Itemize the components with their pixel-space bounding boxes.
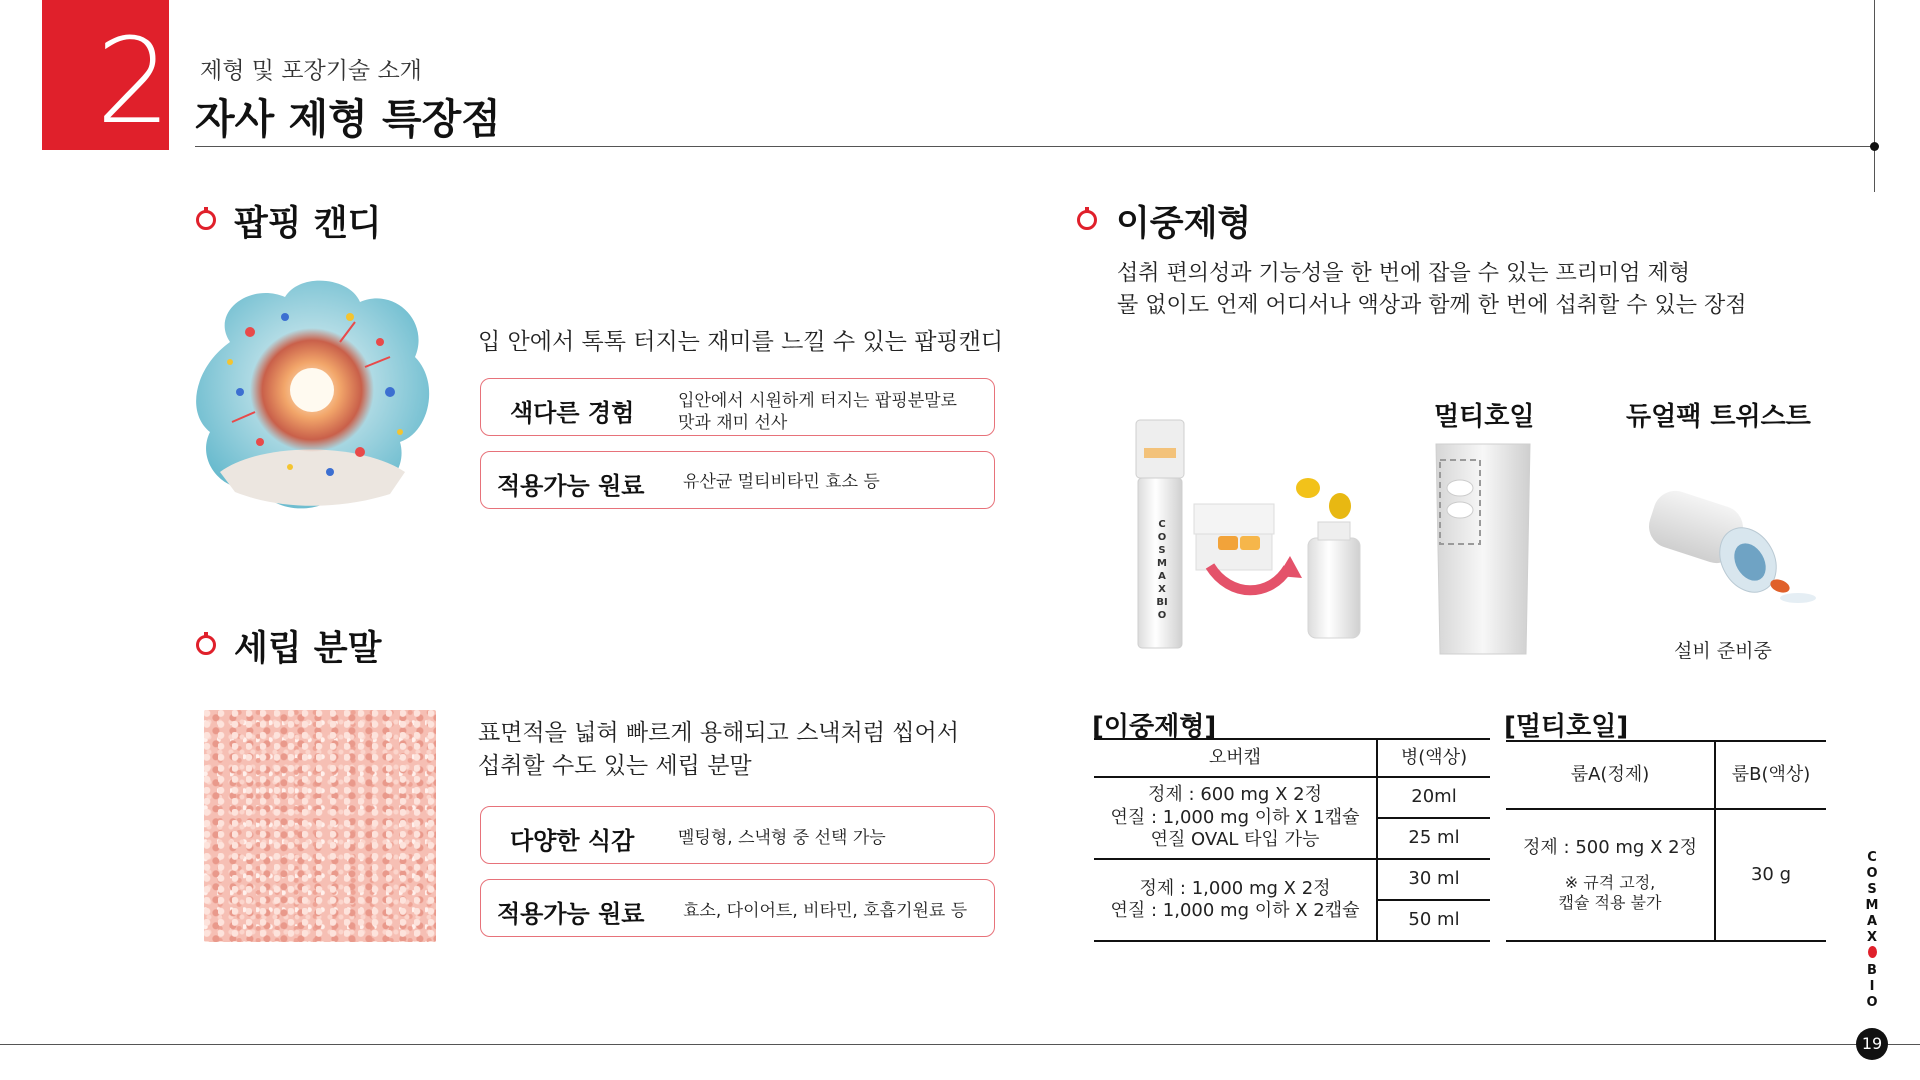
brand-letter: X — [1866, 930, 1878, 945]
dual-bullet-icon — [1077, 210, 1097, 230]
granule-powder-bullet-icon — [196, 635, 216, 655]
brand-letter: O — [1866, 995, 1878, 1010]
table-dual-cell-vol3: 30 ml — [1377, 859, 1490, 900]
brand-vertical — [1864, 850, 1880, 1011]
table-multi-cell-room-b: 30 g — [1715, 809, 1826, 941]
granule-powder-image — [204, 710, 436, 942]
popping-candy-image — [190, 272, 434, 512]
brand-dot-icon — [1864, 946, 1880, 963]
dual-pack-twist-image — [1640, 488, 1820, 618]
popping-candy-row-experience — [480, 378, 995, 436]
header-divider — [195, 146, 1875, 147]
page-title: 자사 제형 특장점 — [195, 95, 501, 143]
corner-dot — [1870, 142, 1879, 151]
table-dual-cell-group2 — [1094, 859, 1377, 941]
cell-line1: 정제 : 600 mg X 2정 — [1148, 784, 1322, 806]
twist-note: 설비 준비중 — [1674, 640, 1772, 662]
table-dual-cell-vol1: 20ml — [1377, 777, 1490, 818]
brand-letter: C — [1867, 850, 1877, 865]
dual-description — [1117, 258, 1746, 322]
table-dual-caption: [이중제형] — [1092, 712, 1217, 742]
cell-line1: 정제 : 500 mg X 2정 — [1523, 836, 1697, 858]
brand-letter: I — [1869, 979, 1875, 994]
page-number: 19 — [1856, 1028, 1888, 1060]
row-value: 멜팅형, 스낵형 중 선택 가능 — [678, 828, 886, 848]
brand-letter: M — [1865, 898, 1879, 913]
cell-line2: ※ 규격 고정, — [1564, 873, 1656, 893]
bottle-brand-text: COSMAX BIO — [1156, 519, 1168, 621]
brand-letter: S — [1867, 882, 1877, 897]
brand-letter: B — [1867, 963, 1877, 978]
multi-foil-image — [1430, 440, 1540, 662]
row-label: 적용가능 원료 — [497, 472, 645, 500]
description-line2: 물 없이도 언제 어디서나 액상과 함께 한 번에 섭취할 수 있는 장점 — [1117, 292, 1747, 318]
row-value: 유산균 멀티비타민 효소 등 — [683, 472, 880, 492]
description-line1: 표면적을 넓혀 빠르게 용해되고 스낵처럼 씹어서 — [478, 720, 959, 746]
cell-line2: 연질 : 1,000 mg 이하 X 1캡슐 — [1110, 806, 1360, 828]
brand-letter: A — [1866, 914, 1878, 929]
dual-heading: 이중제형 — [1116, 204, 1252, 244]
footer-divider — [0, 1044, 1920, 1045]
table-dual — [1094, 738, 1490, 942]
cell-line2: 연질 : 1,000 mg 이하 X 2캡슐 — [1110, 900, 1360, 921]
popping-candy-row-ingredients — [480, 451, 995, 509]
cell-line1: 정제 : 1,000 mg X 2정 — [1139, 877, 1331, 899]
table-multi-cell-room-a — [1506, 809, 1715, 941]
table-multi-header-room-a: 룸A(정제) — [1506, 741, 1715, 809]
product-multi-label: 멀티호일 — [1434, 402, 1535, 432]
row-value-line1: 입안에서 시원하게 터지는 팝핑분말로 — [678, 391, 957, 411]
granule-powder-heading: 세립 분말 — [234, 629, 382, 669]
popping-candy-bullet-icon — [196, 210, 216, 230]
popping-candy-heading: 팝핑 캔디 — [234, 204, 382, 244]
table-multi — [1506, 740, 1826, 942]
cell-line3: 연질 OVAL 타입 가능 — [1150, 829, 1320, 851]
table-dual-header-bottle: 병(액상) — [1377, 739, 1490, 777]
row-label: 적용가능 원료 — [497, 900, 645, 928]
dual-bottle-image — [1130, 418, 1390, 658]
popping-candy-description: 입 안에서 톡톡 터지는 재미를 느낄 수 있는 팝핑캔디 — [478, 329, 1004, 355]
table-dual-cell-vol2: 25 ml — [1377, 818, 1490, 859]
product-twist-label: 듀얼팩 트위스트 — [1626, 402, 1811, 432]
brand-letter: O — [1866, 866, 1878, 881]
table-dual-cell-group1 — [1094, 777, 1377, 859]
section-number: 2 — [96, 12, 172, 150]
corner-vertical-line — [1874, 0, 1875, 192]
description-line1: 섭취 편의성과 기능성을 한 번에 잡을 수 있는 프리미엄 제형 — [1117, 261, 1690, 286]
row-value-line2: 맛과 재미 선사 — [678, 413, 788, 434]
granule-powder-row-ingredients — [480, 879, 995, 937]
row-label: 색다른 경험 — [510, 399, 635, 427]
table-dual-header-overcap: 오버캡 — [1094, 739, 1377, 777]
cell-line3: 캡슐 적용 불가 — [1558, 893, 1662, 913]
description-line2: 섭취할 수도 있는 세립 분말 — [478, 753, 752, 780]
table-multi-caption: [멀티호일] — [1504, 712, 1629, 742]
granule-powder-row-texture — [480, 806, 995, 864]
granule-powder-description — [478, 717, 959, 784]
page-subtitle: 제형 및 포장기술 소개 — [200, 58, 422, 84]
row-value: 효소, 다이어트, 비타민, 호흡기원료 등 — [683, 901, 968, 921]
table-multi-header-room-b: 룸B(액상) — [1715, 741, 1826, 809]
row-value — [678, 390, 957, 434]
table-dual-cell-vol4: 50 ml — [1377, 900, 1490, 941]
row-label: 다양한 식감 — [510, 827, 635, 855]
